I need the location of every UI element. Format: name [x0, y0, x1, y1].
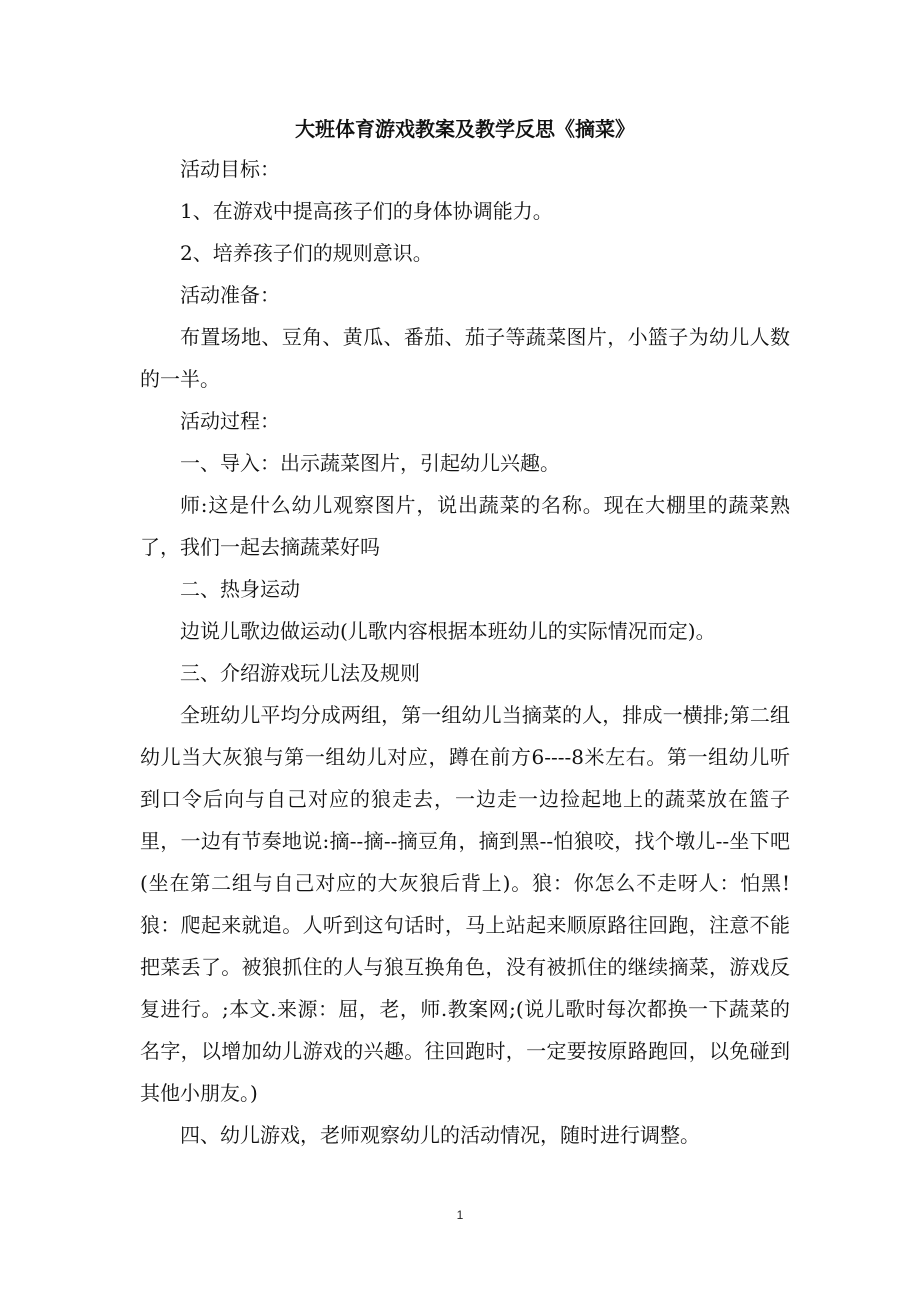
page-number: 1 — [456, 1208, 464, 1222]
paragraph-warmup: 边说儿歌边做运动(儿歌内容根据本班幼儿的实际情况而定)。 — [180, 619, 716, 643]
paragraph-preparation: 布置场地、豆角、黄瓜、番茄、茄子等蔬菜图片，小篮子为幼儿人数的一半。 — [140, 325, 790, 391]
paragraph-objective-2: 2、培养孩子们的规则意识。 — [180, 241, 433, 265]
paragraph-teacher-prompt: 师:这是什么幼儿观察图片，说出蔬菜的名称。现在大棚里的蔬菜熟了，我们一起去摘蔬菜好吗 — [140, 493, 790, 559]
document-title: 大班体育游戏教案及教学反思《摘菜》 — [295, 117, 635, 141]
paragraph-step-3: 三、介绍游戏玩儿法及规则 — [180, 661, 420, 685]
paragraph-objectives-heading: 活动目标： — [180, 157, 280, 181]
paragraph-step-1: 一、导入：出示蔬菜图片，引起幼儿兴趣。 — [180, 451, 560, 475]
paragraph-objective-1: 1、在游戏中提高孩子们的身体协调能力。 — [180, 199, 553, 223]
paragraph-step-2: 二、热身运动 — [180, 577, 300, 601]
paragraph-preparation-heading: 活动准备： — [180, 283, 280, 307]
paragraph-step-4: 四、幼儿游戏，老师观察幼儿的活动情况，随时进行调整。 — [180, 1123, 700, 1147]
document-body — [140, 110, 790, 1156]
paragraph-process-heading: 活动过程： — [180, 409, 280, 433]
paragraph-game-rules: 全班幼儿平均分成两组，第一组幼儿当摘菜的人，排成一横排;第二组幼儿当大灰狼与第一组幼儿对应，蹲在前方6----8米左右。第一组幼儿听到口令后向与自己对应的狼走去，一边走一边捡起地上的蔬菜放在篮子里，一边有节奏地说:摘--摘--摘豆角，摘到黑--怕狼咬，找个墩儿--坐下吧(坐在第二组与自己对应的大灰狼后背上)。狼：你怎么不走呀人：怕黑!狼：爬起来就追。人听到这句话时，马上站起来顺原路往回跑，注意不能把菜丢了。被狼抓住的人与狼互换角色，没有被抓住的继续摘菜，游戏反复进行。;本文.来源：屈，老，师.教案网;(说儿歌时每次都换一下蔬菜的名字，以增加幼儿游戏的兴趣。往回跑时，一定要按原路跑回，以免碰到其他小朋友。) — [140, 703, 790, 1105]
